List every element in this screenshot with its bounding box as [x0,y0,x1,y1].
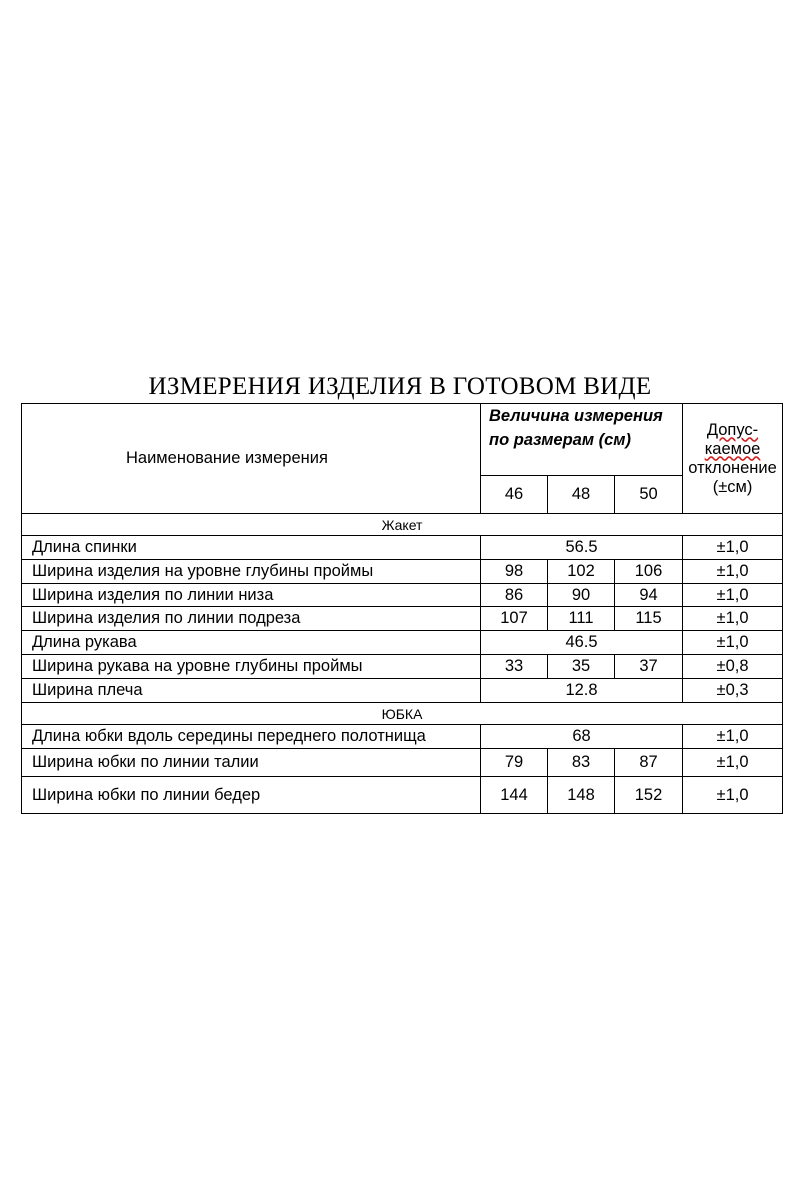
row-value: 56.5 [481,536,683,560]
row-value: 144 [481,777,548,814]
table-row [22,679,783,703]
row-tolerance: ±0,8 [683,655,783,679]
section-title-skirt: ЮБКА [22,703,783,725]
row-name: Ширина изделия по линии низа [22,584,481,607]
table-row [22,560,783,584]
row-value: 46.5 [481,631,683,655]
table-row [22,749,783,777]
row-name: Длина юбки вдоль середины переднего полотнища [22,725,481,749]
row-name: Длина рукава [22,631,481,655]
row-value: 98 [481,560,548,584]
row-value: 12.8 [481,679,683,703]
row-tolerance: ±1,0 [683,560,783,584]
tolerance-line1: Допус- [706,420,759,439]
header-tolerance [683,404,783,514]
row-value: 33 [481,655,548,679]
row-tolerance: ±1,0 [683,607,783,631]
row-value: 68 [481,725,683,749]
table-row [22,607,783,631]
row-tolerance: ±1,0 [683,584,783,607]
row-value: 37 [615,655,683,679]
row-name: Ширина плеча [22,679,481,703]
page-title: ИЗМЕРЕНИЯ ИЗДЕЛИЯ В ГОТОВОМ ВИДЕ [148,373,652,400]
row-value: 106 [615,560,683,584]
row-tolerance: ±1,0 [683,749,783,777]
row-name: Ширина изделия по линии подреза [22,607,481,631]
row-value: 90 [548,584,615,607]
row-tolerance: ±1,0 [683,725,783,749]
tolerance-line3: отклонение [688,458,777,477]
header-name: Наименование измерения [22,404,481,514]
row-value: 107 [481,607,548,631]
header-size-46: 46 [481,476,548,514]
header-size-group: Величина измерения по размерам (см) [481,404,683,476]
row-tolerance: ±1,0 [683,777,783,814]
row-value: 115 [615,607,683,631]
row-name: Ширина юбки по линии талии [22,749,481,777]
row-name: Ширина юбки по линии бедер [22,777,481,814]
table-row [22,631,783,655]
row-value: 86 [481,584,548,607]
row-name: Длина спинки [22,536,481,560]
table-row [22,536,783,560]
table-row [22,584,783,607]
row-value: 102 [548,560,615,584]
tolerance-line4: (±см) [712,477,753,496]
table-row [22,655,783,679]
table-row [22,777,783,814]
row-value: 148 [548,777,615,814]
row-tolerance: ±1,0 [683,536,783,560]
row-value: 79 [481,749,548,777]
row-value: 83 [548,749,615,777]
measurements-table [21,403,783,814]
row-name: Ширина изделия на уровне глубины проймы [22,560,481,584]
row-tolerance: ±0,3 [683,679,783,703]
header-size-50: 50 [615,476,683,514]
tolerance-line2: каемое [704,439,761,458]
row-value: 111 [548,607,615,631]
section-title-jacket: Жакет [22,514,783,536]
row-value: 152 [615,777,683,814]
row-value: 87 [615,749,683,777]
table-row [22,725,783,749]
row-name: Ширина рукава на уровне глубины проймы [22,655,481,679]
row-tolerance: ±1,0 [683,631,783,655]
row-value: 35 [548,655,615,679]
row-value: 94 [615,584,683,607]
header-size-48: 48 [548,476,615,514]
